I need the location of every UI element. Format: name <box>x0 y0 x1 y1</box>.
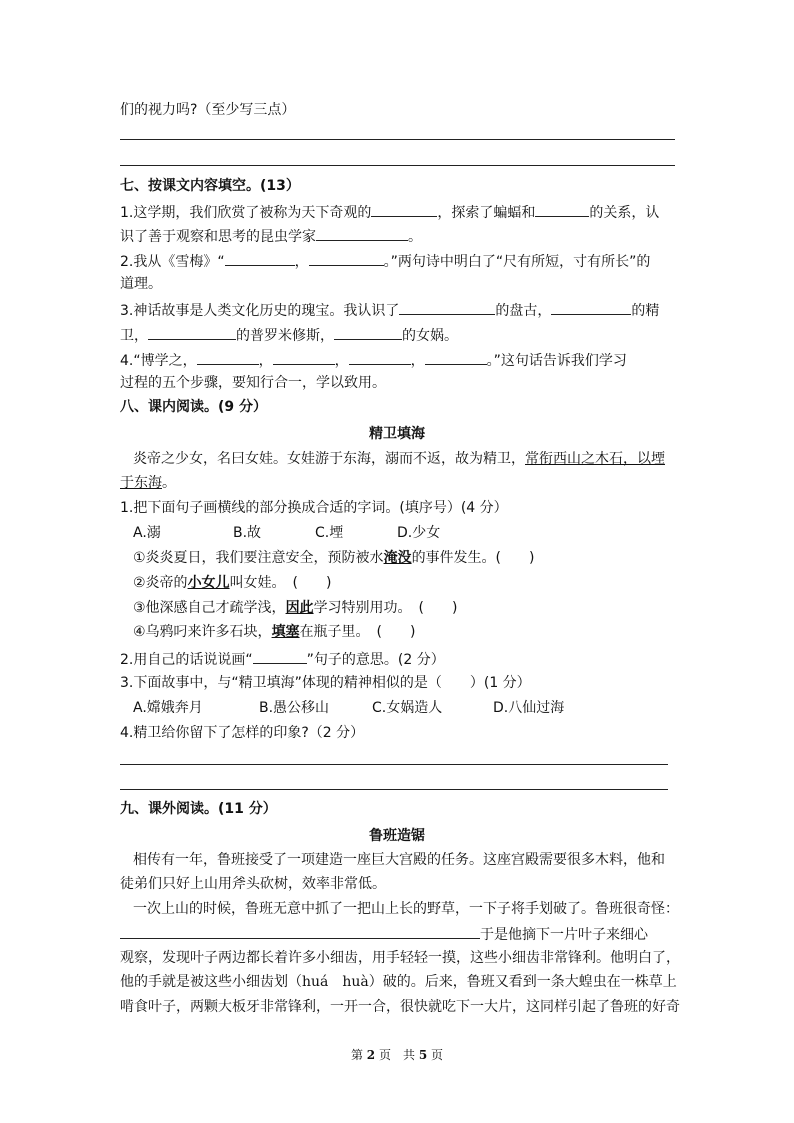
fill-blank[interactable] <box>148 324 236 340</box>
passage-line: 相传有一年，鲁班接受了一项建造一座巨大宫殿的任务。这座宫殿需要很多木料，他和 <box>133 852 665 868</box>
fill-blank[interactable] <box>316 225 408 241</box>
option: B.愚公移山 <box>259 700 330 716</box>
s7-q1-line1: 1.这学期，我们欣赏了被称为天下奇观的 ，探索了蝙蝠和 的关系，认 <box>120 201 675 223</box>
underlined-sentence: 常衔西山之木石，以堙 <box>525 451 665 467</box>
s7-q1-line2: 识了善于观察和思考的昆虫学家 。 <box>120 225 675 247</box>
fill-blank[interactable] <box>334 324 402 340</box>
s8-q1-sentence1: ①炎炎夏日，我们要注意安全，预防被水淹没的事件发生。( ) <box>133 550 535 566</box>
fill-blank[interactable] <box>535 201 589 217</box>
s8-q3: 3.下面故事中，与“精卫填海”体现的精神相似的是（ ）(1 分） <box>120 675 531 691</box>
s7-q2-line2: 道理。 <box>120 276 162 292</box>
s8-q1: 1.把下面句子画横线的部分换成合适的字词。(填序号）(4 分） <box>120 500 508 516</box>
fill-blank[interactable] <box>197 349 259 365</box>
s8-q3-options <box>133 698 688 718</box>
s8-q1-sentence3: ③他深感自己才疏学浅，因此学习特别用功。 ( ) <box>133 600 458 616</box>
page-footer: 第 2 页 共 5 页 <box>350 1048 444 1062</box>
passage-line2: 于东海。 <box>120 475 176 491</box>
fill-blank[interactable] <box>273 349 335 365</box>
fill-blank[interactable] <box>371 201 437 217</box>
page-total: 5 <box>418 1048 428 1062</box>
option: D.八仙过海 <box>493 700 565 716</box>
option: C.女娲造人 <box>372 700 443 716</box>
passage-line: 一次上山的时候，鲁班无意中抓了一把山上长的野草，一下子将手划破了。鲁班很奇怪： <box>133 901 679 917</box>
s8-q4: 4.精卫给你留下了怎样的印象?（2 分） <box>120 725 365 741</box>
fill-blank[interactable] <box>120 923 480 939</box>
passage-line: 于是他摘下一片叶子来细心 <box>120 923 675 945</box>
s8-q1-sentence2: ②炎帝的小女儿叫女娃。 ( ) <box>133 575 332 591</box>
answer-line <box>120 789 668 790</box>
section-7-heading: 七、按课文内容填空。(13） <box>120 178 300 194</box>
underlined-sentence: 于东海 <box>120 475 162 491</box>
passage-line: 观察，发现叶子两边都长着许多小细齿，用手轻轻一摸，这些小细齿非常锋利。他明白了， <box>120 950 680 966</box>
passage-line: 他的手就是被这些小细齿划（huá huà）破的。后来，鲁班又看到一条大蝗虫在一株草上 <box>120 974 677 990</box>
s8-q2: 2.用自己的话说说画“ ”句子的意思。(2 分） <box>120 648 675 670</box>
answer-line <box>120 764 668 765</box>
passage-line: 徒弟们只好上山用斧头砍树，效率非常低。 <box>120 876 386 892</box>
option: A.嫦娥奔月 <box>133 700 203 716</box>
answer-line <box>120 165 675 166</box>
s7-q2-line1: 2.我从《雪梅》“ ， 。”两句诗中明白了“尺有所短，寸有所长”的 <box>120 250 675 272</box>
s8-q1-sentence4: ④乌鸦叼来许多石块，填塞在瓶子里。 ( ) <box>133 624 416 640</box>
page-number: 2 <box>366 1048 376 1062</box>
fill-blank[interactable] <box>225 250 295 266</box>
option: C.堙 <box>315 525 344 541</box>
option: D.少女 <box>397 525 441 541</box>
s7-q4-line1: 4.“博学之， ， ， ， 。”这句话告诉我们学习 <box>120 349 675 371</box>
passage-title: 精卫填海 <box>369 426 425 442</box>
fill-blank[interactable] <box>551 299 631 315</box>
fill-blank[interactable] <box>399 299 495 315</box>
s8-q1-options <box>133 523 688 543</box>
option: A.溺 <box>133 525 161 541</box>
fill-blank[interactable] <box>425 349 487 365</box>
fill-blank[interactable] <box>309 250 384 266</box>
answer-line <box>120 139 675 140</box>
continued-question: 们的视力吗?（至少写三点） <box>120 102 296 118</box>
s7-q3-line2: 卫， 的普罗米修斯， 的女娲。 <box>120 324 675 346</box>
s7-q4-line2: 过程的五个步骤，要知行合一，学以致用。 <box>120 375 386 391</box>
passage-line1: 炎帝之少女，名曰女娃。女娃游于东海，溺而不返，故为精卫，常衔西山之木石，以堙 <box>133 451 665 467</box>
section-8-heading: 八、课内阅读。(9 分） <box>120 399 268 415</box>
fill-blank[interactable] <box>349 349 411 365</box>
option: B.故 <box>233 525 262 541</box>
s7-q3-line1: 3.神话故事是人类文化历史的瑰宝。我认识了 的盘古， 的精 <box>120 299 675 321</box>
section-9-heading: 九、课外阅读。(11 分） <box>120 801 277 817</box>
passage-line: 啃食叶子，两颗大板牙非常锋利，一开一合，很快就吃下一大片，这同样引起了鲁班的好奇 <box>120 999 680 1015</box>
passage-title: 鲁班造锯 <box>369 828 425 844</box>
fill-blank[interactable] <box>253 648 307 664</box>
